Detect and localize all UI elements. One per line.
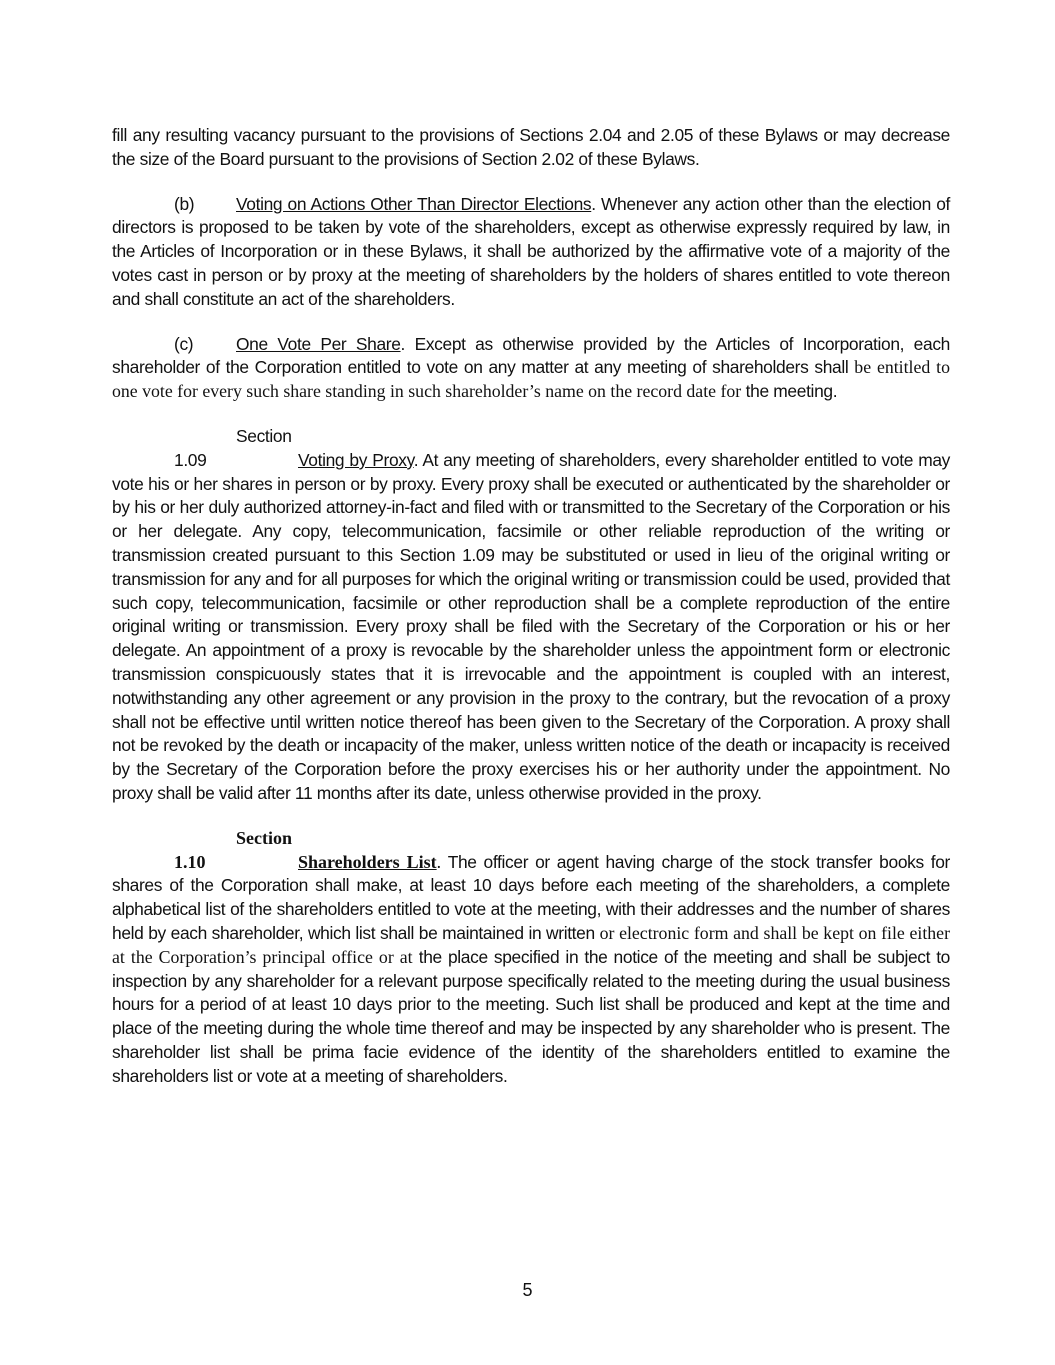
heading-period: . xyxy=(591,193,596,214)
enumeration-label: (b) xyxy=(174,193,195,214)
section-1-10-shareholders-list xyxy=(112,827,950,1089)
paragraph-text: fill any resulting vacancy pursuant to the provisions of Sections 2.04 and 2.05 of these Bylaws or may decrease the size of the Board pursuant to the provisions of Section 2.02 of these Bylaws. xyxy=(112,125,950,169)
section-1-09-voting-by-proxy xyxy=(112,425,950,806)
section-body: The officer or agent having charge of the stock transfer books for shares of the Corporation shall make, at least 10 days before each meeting of the shareholders, a complete alphabetical list of the shareholders entitled to vote at the meeting, with their addresses and the number of shares held by each shareholder, which list shall be maintained in written xyxy=(112,851,950,943)
section-number: Section 1.10 xyxy=(174,827,292,872)
enumeration-label: (c) xyxy=(174,333,194,354)
paragraph-one-vote-per-share xyxy=(112,333,950,404)
section-body-end: the place specified in the notice of the meeting and shall be subject to inspection by any shareholder for a relevant purpose specifically related to the meeting during the usual business hours for a period of at least 10 days prior to the meeting. Such list shall be produced and kept at the time and place of the meeting during the whole time thereof and may be inspected by any shareholder who is present. The shareholder list shall be prima facie evidence of the identity of the shareholders entitled to examine the shareholders list or vote at a meeting of shareholders. xyxy=(112,946,950,1086)
paragraph-voting-on-actions xyxy=(112,193,950,312)
section-body: At any meeting of shareholders, every shareholder entitled to vote may vote his or her shares in person or by proxy. Every proxy shall be executed or authenticated by the shareholder or by his or her duly authorized attorney-in-fact and filed with or transmitted to the Secretary of the Corporation or his or her delegate. Any copy, telecommunication, facsimile or other reliable reproduction of the writing or transmission created pursuant to this Section 1.09 may be substituted or used in lieu of the original writing or transmission for any and for all purposes for which the original writing or transmission could be used, provided that such copy, telecommunication, facsimile or other reproduction shall be a complete reproduction of the entire original writing or transmission. Every proxy shall be filed with the Secretary of the Corporation or his or her delegate. An appointment of a proxy is revocable by the shareholder unless the appointment form or electronic transmission conspicuously states that it is irrevocable and the appointment is coupled with an interest, notwithstanding any other agreement or any provision in the proxy to the contrary, but the revocation of a proxy shall not be effective until written notice thereof has been given to the Secretary of the Corporation. A proxy shall not be revoked by the death or incapacity of the maker, unless written notice of the death or incapacity is received by the Secretary of the Corporation before the proxy exercises his or her authority under the appointment. No proxy shall be valid after 11 months after its date, unless otherwise provided in the proxy. xyxy=(112,449,951,803)
section-body-serif: or electronic form and shall be kept on file either at the Corporation’s principal office or at xyxy=(112,922,950,967)
heading-period: . xyxy=(400,333,406,354)
paragraph-continuation xyxy=(112,124,950,172)
paragraph-heading: Voting on Actions Other Than Director Elections xyxy=(236,193,592,214)
heading-period: . xyxy=(436,851,442,872)
paragraph-body: Whenever any action other than the election of directors is proposed to be taken by vote of the shareholders, except as otherwise expressly required by law, in the Articles of Incorporation or in these Bylaws, it shall be authorized by the affirmative vote of a majority of the votes cast in person or by proxy at the meeting of shareholders by the holders of shares entitled to vote thereon and shall constitute an act of the shareholders. xyxy=(112,193,950,309)
paragraph-body: Except as otherwise provided by the Articles of Incorporation, each shareholder of the Corporation entitled to vote on any matter at any meeting of shareholders shall xyxy=(112,333,950,378)
paragraph-body-end: the meeting. xyxy=(741,381,838,402)
section-heading: Voting by Proxy xyxy=(298,449,414,470)
document-page xyxy=(112,124,950,1109)
section-number: Section 1.09 xyxy=(174,425,292,470)
paragraph-body-serif: be entitled to one vote for every such share standing in such shareholder’s name on the record date for xyxy=(112,357,950,402)
heading-period: . xyxy=(413,449,419,470)
page-number: 5 xyxy=(522,1280,533,1300)
section-heading: Shareholders List xyxy=(298,851,437,872)
paragraph-heading: One Vote Per Share xyxy=(236,333,401,354)
